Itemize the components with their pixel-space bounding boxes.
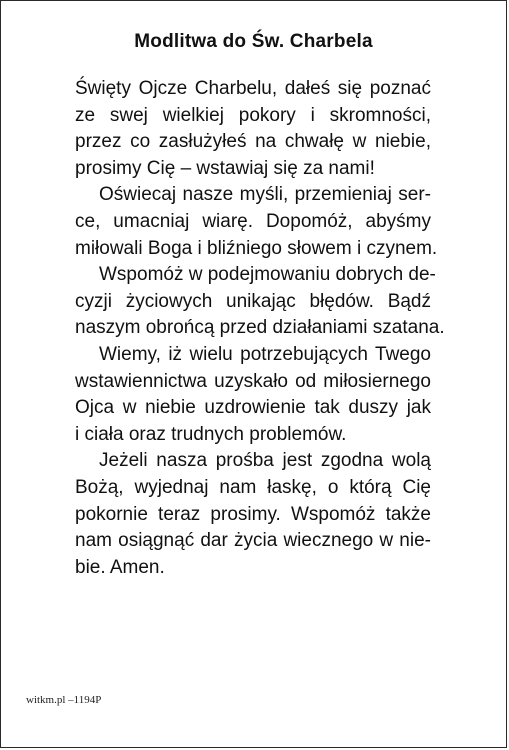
prayer-line: naszym obrońcą przed działaniami szatana. — [75, 317, 445, 339]
prayer-line: Bożą, wyjednaj nam łaskę, o którą Cię — [75, 476, 431, 498]
prayer-line: bie. Amen. — [75, 556, 165, 578]
prayer-line: cyzji życiowych unikając błędów. Bądź — [75, 290, 431, 312]
prayer-paragraph — [75, 262, 445, 342]
prayer-line: nam osiągnąć dar życia wiecznego w nie- — [75, 530, 431, 552]
prayer-line: ze swej wielkiej pokory i skromności, — [75, 104, 431, 126]
prayer-line: Oświecaj nasze myśli, przemieniaj ser- — [99, 184, 431, 206]
prayer-paragraph — [75, 182, 438, 262]
prayer-paragraph — [75, 76, 431, 182]
prayer-line: wstawiennictwa uzyskało od miłosiernego — [75, 370, 431, 392]
prayer-body — [75, 76, 445, 581]
prayer-line: Jeżeli nasza prośba jest zgodna wolą — [99, 450, 431, 472]
prayer-line: i ciała oraz trudnych problemów. — [75, 423, 347, 445]
prayer-line: Wiemy, iż wielu potrzebujących Twego — [99, 343, 431, 365]
prayer-paragraph — [75, 448, 431, 581]
prayer-paragraph — [75, 342, 431, 448]
prayer-line: przez co zasłużyłeś na chwałę w niebie, — [75, 131, 431, 153]
prayer-line: pokornie teraz prosimy. Wspomóż także — [75, 503, 431, 525]
prayer-title: Modlitwa do Św. Charbela — [134, 31, 373, 52]
prayer-line: prosimy Cię – wstawiaj się za nami! — [75, 157, 375, 179]
prayer-line: miłowali Boga i bliźniego słowem i czynem. — [75, 237, 438, 259]
prayer-line: Wspomóż w podejmowaniu dobrych de- — [99, 264, 436, 286]
prayer-line: ce, umacniaj wiarę. Dopomóż, abyśmy — [75, 210, 431, 232]
prayer-line: Święty Ojcze Charbelu, dałeś się poznać — [75, 78, 431, 99]
prayer-line: Ojca w niebie uzdrowienie tak duszy jak — [75, 397, 431, 419]
publisher-code: witkm.pl –1194P — [26, 694, 102, 706]
